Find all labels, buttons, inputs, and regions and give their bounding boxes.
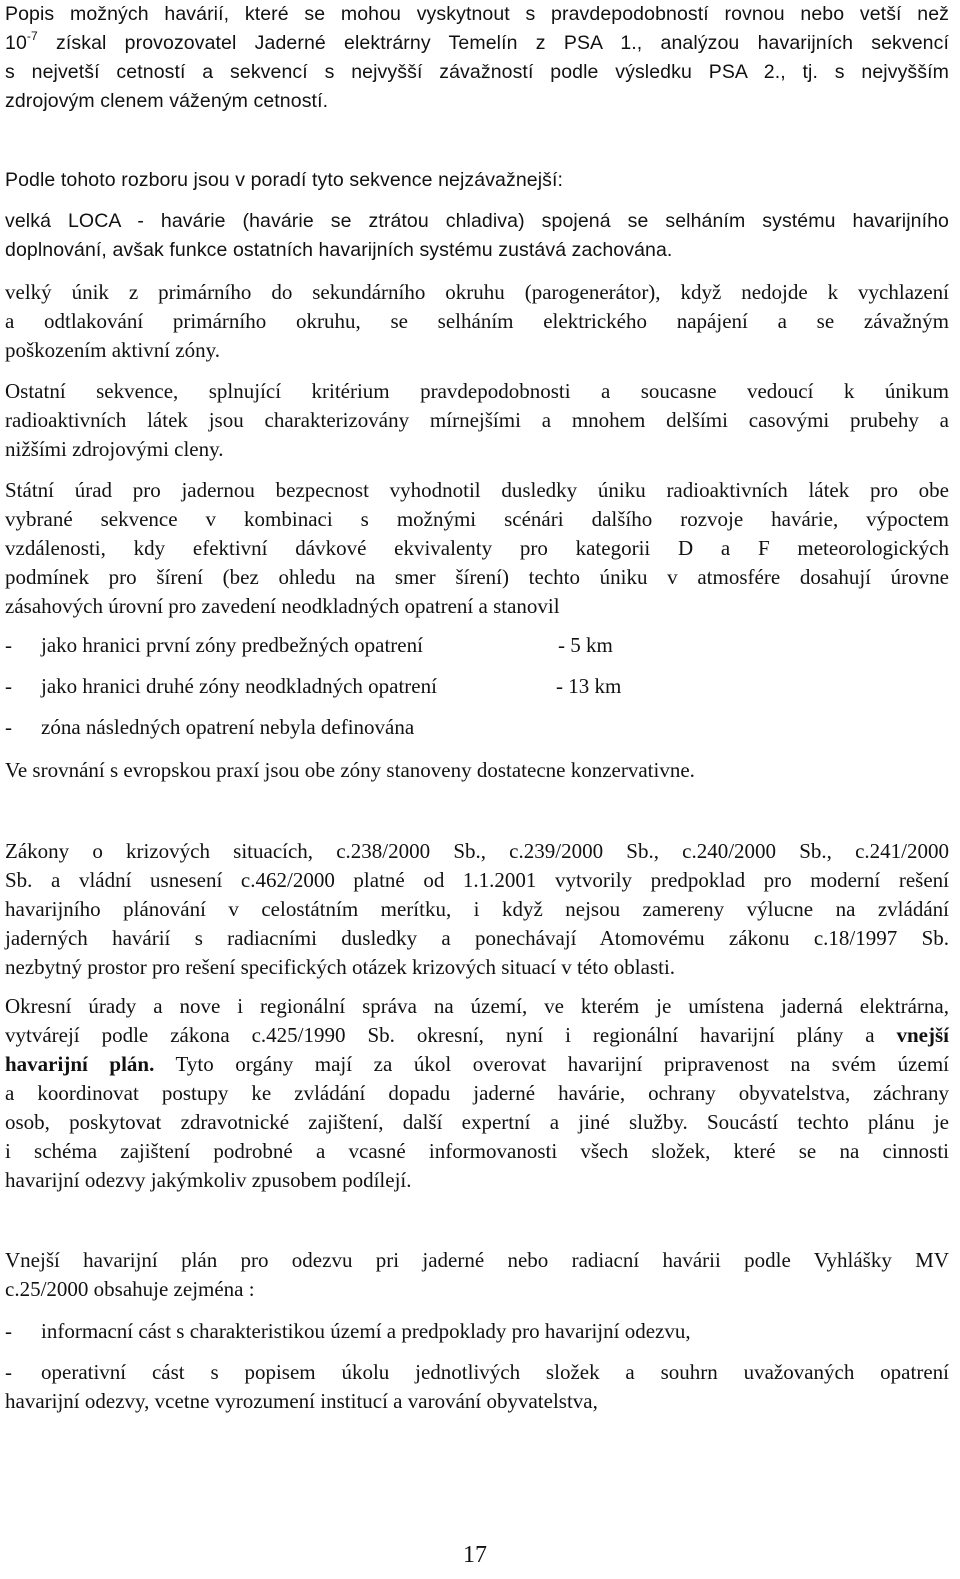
external-plan-term: vnejší xyxy=(896,1023,949,1047)
suj-line-3: vzdálenosti, kdy efektivní dávkové ekvivalenty pro kategorii D a F meteorologických xyxy=(5,536,949,560)
suj-line-4: podmínek pro šírení (bez ohledu na smer šírení) techto úniku v atmosfére dosahují úrovne xyxy=(5,565,949,589)
suj-line-2: vybrané sekvence v kombinaci s možnými scénári dalšího rozvoje havárie, výpoctem xyxy=(5,507,949,531)
plan-item-text-continued: havarijní odezvy, vcetne vyrozumení institucí a varování obyvatelstva, xyxy=(5,1389,598,1413)
regional-line-2 xyxy=(5,1021,949,1050)
zone-dash: - xyxy=(5,715,12,739)
external-plan-paragraph xyxy=(5,1246,949,1304)
loca-paragraph xyxy=(5,207,949,265)
leak-line-1: velký únik z primárního do sekundárního okruhu (parogenerátor), když nedojde k vychlazení xyxy=(5,280,949,304)
regional-line-2-text: vytvárejí podle zákona c.425/1990 Sb. okresní, nyní i regionální havarijní plány a xyxy=(5,1023,897,1047)
regional-paragraph xyxy=(5,992,949,1195)
other-sequences-paragraph xyxy=(5,377,949,464)
analysis-heading xyxy=(5,166,949,195)
laws-paragraph xyxy=(5,837,949,982)
intro-line-2-text: získal provozovatel Jaderné elektrárny Temelín z PSA 1., analýzou havarijních sekvencí xyxy=(37,32,949,54)
external-plan-line-1: Vnejší havarijní plán pro odezvu pri jaderné nebo radiacní havárii podle Vyhlášky MV xyxy=(5,1248,949,1272)
regional-line-1: Okresní úrady a nove i regionální správa na území, ve kterém je umístena jaderná elektrárna, xyxy=(5,994,949,1018)
plan-item-text: operativní cást s popisem úkolu jednotlivých složek a souhrn uvažovaných opatrení xyxy=(41,1360,949,1384)
page-number: 17 xyxy=(463,1542,487,1568)
other-line-2: radioaktivních látek jsou charakterizovány mírnejšími a mnohem delšími casovými prubehy a xyxy=(5,408,949,432)
leak-line-3: poškozením aktivní zóny. xyxy=(5,338,221,362)
regional-line-4: a koordinovat postupy ke zvládání dopadu jaderné havárie, ochrany obyvatelstva, záchrany xyxy=(5,1081,949,1105)
intro-line-3: s nejvetší cetností a sekvencí s nejvyšší závažností podle výsledku PSA 2., tj. s nejvyšším xyxy=(5,61,949,83)
leak-line-2: a odtlakování primárního okruhu, se selháním elektrického napájení a se závažným xyxy=(5,309,949,333)
exponent: -7 xyxy=(26,29,38,43)
laws-line-4: jaderných havárií s radiacními dusledky a ponechávají Atomovému zákonu c.18/1997 Sb. xyxy=(5,926,949,950)
zone-text: jako hranici druhé zóny neodkladných opatrení xyxy=(41,674,437,698)
loca-line-1: velká LOCA - havárie (havárie se ztrátou chladiva) spojená se selháním systému havarijního xyxy=(5,210,949,232)
laws-line-2: Sb. a vládní usnesení c.462/2000 platné od 1.1.2001 vytvorily predpoklad pro moderní rešení xyxy=(5,868,949,892)
plan-item-dash: - xyxy=(5,1360,12,1384)
laws-line-3: havarijního plánování v celostátním merítku, i když nejsou zamereny výlucne na zvládání xyxy=(5,897,949,921)
intro-line-4: zdrojovým clenem váženým cetností. xyxy=(5,90,329,112)
laws-line-5: nezbytný prostor pro rešení specifických otázek krizových situací v této oblasti. xyxy=(5,955,676,979)
external-plan-line-2: c.25/2000 obsahuje zejména : xyxy=(5,1277,255,1301)
suj-line-5: zásahových úrovní pro zavedení neodkladných opatrení a stanovil xyxy=(5,594,560,618)
other-line-3: nižšími zdrojovými cleny. xyxy=(5,437,224,461)
regional-line-7: havarijní odezvy jakýmkoliv zpusobem podílejí. xyxy=(5,1168,412,1192)
laws-line-1: Zákony o krizových situacích, c.238/2000 Sb., c.239/2000 Sb., c.240/2000 Sb., c.241/2000 xyxy=(5,839,949,863)
regional-line-5: osob, poskytovat zdravotnické zajištení, další expertní a jiné služby. Soucástí techto plánu je xyxy=(5,1110,949,1134)
regional-line-6: i schéma zajištení podrobné a vcasné informovanosti všech složek, které se na cinnosti xyxy=(5,1139,949,1163)
plan-item-text: informacní cást s charakteristikou území a predpoklady pro havarijní odezvu, xyxy=(41,1319,691,1343)
zone-text: zóna následných opatrení nebyla definována xyxy=(41,715,415,739)
analysis-heading-text: Podle tohoto rozboru jsou v poradí tyto sekvence nejzávažnejší: xyxy=(5,169,564,191)
zone-text: jako hranici první zóny predbežných opatrení xyxy=(41,633,423,657)
comparison-text: Ve srovnání s evropskou praxí jsou obe zóny stanoveny dostatecne konzervativne. xyxy=(5,758,695,782)
external-plan-term-end: havarijní plán. xyxy=(5,1052,155,1076)
comparison-paragraph xyxy=(5,756,949,785)
other-line-1: Ostatní sekvence, splnující kritérium pravdepodobnosti a soucasne vedoucí k únikum xyxy=(5,379,949,403)
regional-line-3 xyxy=(5,1050,949,1079)
leak-paragraph xyxy=(5,278,949,365)
intro-line-2 xyxy=(5,29,949,58)
zone-dash: - xyxy=(5,674,12,698)
suj-line-1: Státní úrad pro jadernou bezpecnost vyhodnotil dusledky úniku radioaktivních látek pro obe xyxy=(5,478,949,502)
loca-line-2: doplnování, avšak funkce ostatních havarijních systému zustává zachována. xyxy=(5,239,673,261)
plan-item-dash: - xyxy=(5,1319,12,1343)
zone-dash: - xyxy=(5,633,12,657)
zone-value: - 13 km xyxy=(556,674,622,698)
regional-line-3-text: Tyto orgány mají za úkol overovat havarijní pripravenost na svém území xyxy=(154,1052,949,1076)
intro-line-1: Popis možných havárií, které se mohou vyskytnout s pravdepodobností rovnou nebo vetší než xyxy=(5,3,949,25)
intro-paragraph xyxy=(5,0,949,116)
exponent-base: 10 xyxy=(5,32,27,54)
suj-paragraph xyxy=(5,476,949,621)
zone-value: - 5 km xyxy=(558,633,613,657)
